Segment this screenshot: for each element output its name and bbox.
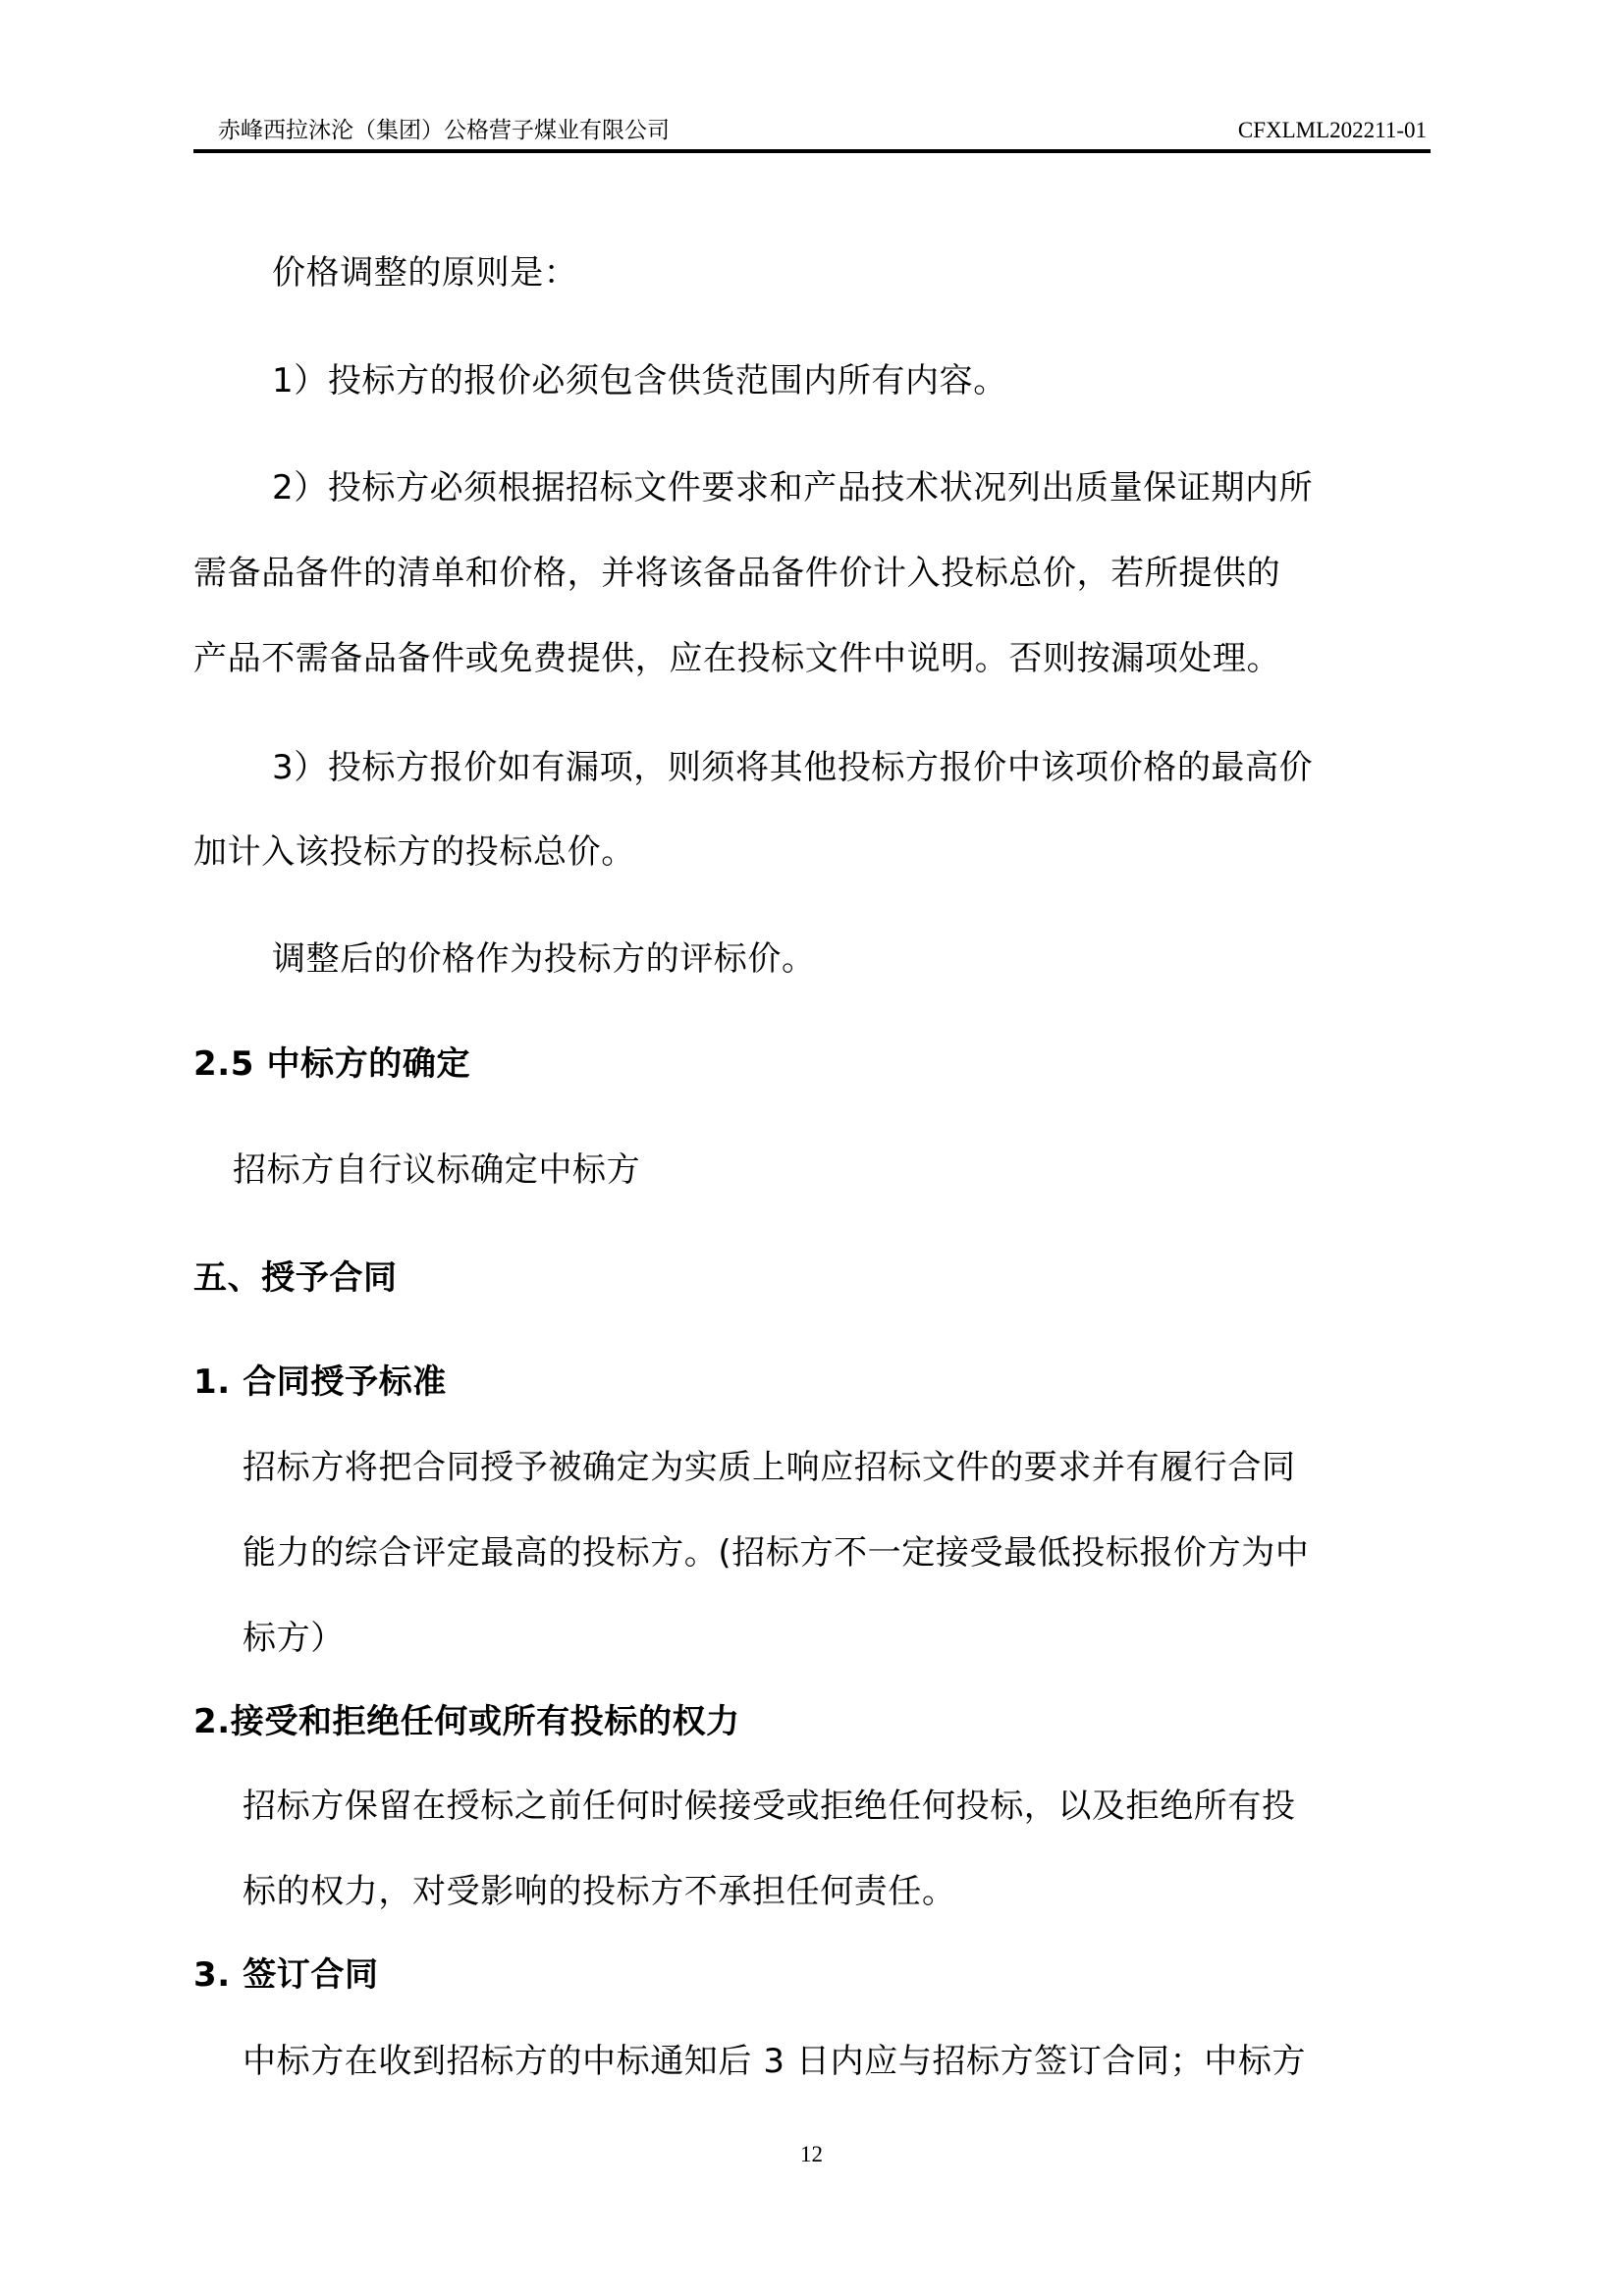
rule-3-line-1: 3）投标方报价如有漏项，则须将其他投标方报价中该项价格的最高价	[272, 748, 1314, 787]
adjusted-price-note: 调整后的价格作为投标方的评标价。	[272, 939, 816, 979]
item-3-heading: 3. 签订合同	[193, 1955, 379, 1995]
item-3-line-1: 中标方在收到招标方的中标通知后 3 日内应与招标方签订合同；中标方	[243, 2042, 1307, 2081]
header-company-name: 赤峰西拉沐沦（集团）公格营子煤业有限公司	[218, 118, 670, 143]
item-2-heading: 2.接受和拒绝任何或所有投标的权力	[193, 1702, 740, 1741]
header-divider	[193, 149, 1431, 153]
item-2-line-2: 标的权力，对受影响的投标方不承担任何责任。	[243, 1872, 956, 1911]
price-adjustment-intro: 价格调整的原则是：	[272, 253, 578, 293]
rule-1: 1）投标方的报价必须包含供货范围内所有内容。	[272, 361, 1007, 400]
chapter-5-heading: 五、授予合同	[193, 1258, 398, 1298]
item-2-line-1: 招标方保留在授标之前任何时候接受或拒绝任何投标，以及拒绝所有投	[243, 1787, 1296, 1826]
item-1-line-1: 招标方将把合同授予被确定为实质上响应招标文件的要求并有履行合同	[243, 1448, 1296, 1487]
item-1-heading: 1. 合同授予标准	[193, 1362, 447, 1402]
item-1-line-3: 标方）	[243, 1619, 345, 1658]
rule-2-line-1: 2）投标方必须根据招标文件要求和产品技术状况列出质量保证期内所	[272, 468, 1314, 507]
rule-3-line-2: 加计入该投标方的投标总价。	[193, 832, 635, 872]
section-2-5-heading: 2.5 中标方的确定	[193, 1044, 471, 1084]
section-2-5-text: 招标方自行议标确定中标方	[233, 1150, 641, 1190]
page-header	[193, 110, 1431, 153]
rule-2-line-2: 需备品备件的清单和价格，并将该备品备件价计入投标总价，若所提供的	[193, 554, 1281, 593]
item-1-line-2: 能力的综合评定最高的投标方。(招标方不一定接受最低投标报价方为中	[243, 1533, 1310, 1573]
rule-2-line-3: 产品不需备品备件或免费提供，应在投标文件中说明。否则按漏项处理。	[193, 639, 1281, 678]
page-number: 12	[800, 2142, 823, 2166]
header-document-code: CFXLML202211-01	[1237, 118, 1427, 142]
